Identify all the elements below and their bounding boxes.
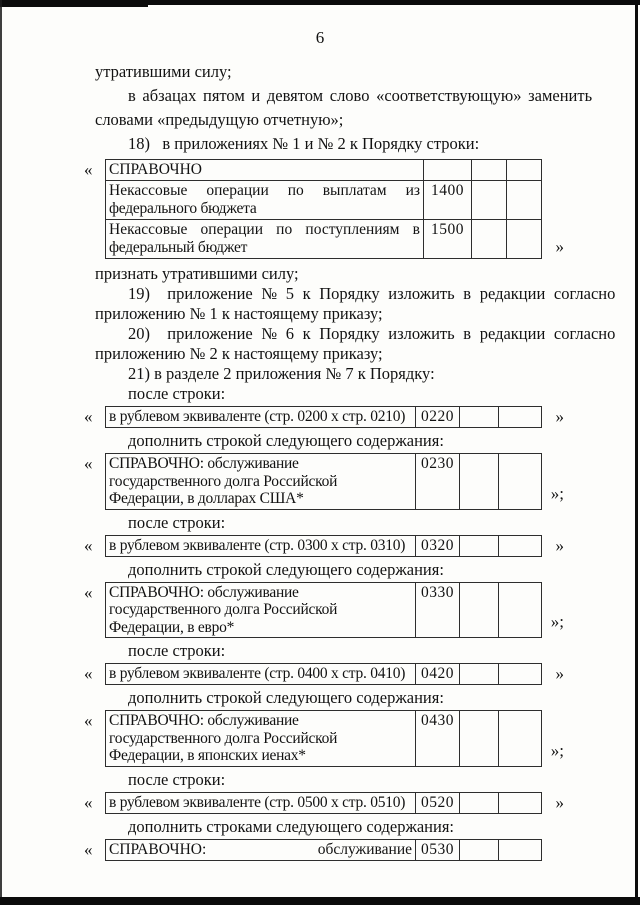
table-row-0520 <box>84 792 564 814</box>
table-row-1400 <box>106 181 542 220</box>
scan-border-right <box>635 0 638 905</box>
close-quote-mark: »; <box>550 483 564 503</box>
empty-cell <box>460 535 499 556</box>
table-row-0420 <box>84 663 564 685</box>
paragraph-line: после строки: <box>128 769 226 789</box>
paragraph-line: в абзацах пятом и девятом слово «соответствующую» заменить <box>128 86 593 105</box>
row-label-right: обслуживание <box>317 840 412 858</box>
row-label-line: государственного долга Российской <box>109 729 338 747</box>
empty-cell <box>507 181 542 220</box>
row-label-line: федерального бюджета <box>109 200 257 217</box>
paragraph-line: признать утратившими силу; <box>95 264 299 283</box>
table-row <box>106 711 542 767</box>
scan-border-bottom <box>0 897 640 905</box>
row-label-line: СПРАВОЧНО: обслуживание <box>109 583 299 601</box>
row-code-cell: 1400 <box>424 181 472 220</box>
row-code-cell: 0220 <box>416 407 460 428</box>
row-table <box>105 792 542 814</box>
row-label-line: государственного долга Российской <box>109 472 338 490</box>
paragraph-line: приложению № 2 к настоящему приказу; <box>95 344 383 363</box>
row-label-line: государственного долга Российской <box>109 601 338 618</box>
row-label-cell <box>106 407 416 428</box>
row-table <box>105 406 542 428</box>
row-label-cell <box>106 535 416 556</box>
table-row-spravochno <box>106 160 542 181</box>
row-label-line: Некассовые операции по выплатам из <box>109 182 420 199</box>
row-label-cell <box>106 181 424 220</box>
paragraph-line: приложению № 1 к настоящему приказу; <box>95 304 383 323</box>
paragraph <box>95 264 545 284</box>
row-code-cell: 0520 <box>416 792 460 813</box>
page-content <box>84 0 616 861</box>
open-quote-mark: « <box>84 160 93 179</box>
empty-cell <box>460 454 499 510</box>
lead-in-add-row <box>95 688 545 708</box>
row-label-line: Федерации, в японских иенах* <box>109 747 306 764</box>
empty-cell <box>499 839 542 860</box>
table-row-0530 <box>84 839 541 861</box>
close-quote-mark: » <box>555 407 564 426</box>
reference-table <box>105 159 542 259</box>
empty-cell <box>472 181 507 220</box>
row-table <box>105 839 542 861</box>
close-quote-mark: »; <box>550 740 564 760</box>
empty-cell <box>499 664 542 685</box>
open-quote-mark: « <box>84 535 93 555</box>
row-label-line: СПРАВОЧНО: обслуживание <box>109 455 299 472</box>
row-label-line: Федерации, в евро* <box>109 618 235 636</box>
row-label-line <box>109 841 412 859</box>
page-number: 6 <box>315 28 325 47</box>
empty-cell <box>460 792 499 813</box>
row-label-cell <box>106 454 416 510</box>
table-row <box>106 839 542 860</box>
paragraph-line: после строки: <box>128 384 226 403</box>
empty-cell <box>507 160 542 181</box>
table-row <box>106 535 542 556</box>
table-row-0320 <box>84 535 564 557</box>
empty-cell <box>499 407 542 428</box>
empty-cell <box>472 220 507 259</box>
row-code-cell: 1500 <box>424 220 472 259</box>
empty-cell <box>460 407 499 428</box>
row-table <box>105 582 542 639</box>
table-row-0330 <box>84 582 564 639</box>
lead-in-after-line <box>95 770 545 790</box>
paragraph-item-21 <box>95 364 545 384</box>
empty-cell <box>507 220 542 259</box>
paragraph-line: 19) приложение № 5 к Порядку изложить в редакции согласно <box>128 284 616 303</box>
table-row <box>106 792 542 813</box>
empty-cell <box>499 535 542 556</box>
paragraph-item-20 <box>95 324 616 364</box>
paragraph-line: дополнить строками следующего содержания: <box>128 816 455 836</box>
row-label-line: СПРАВОЧНО: обслуживание <box>109 712 299 729</box>
lead-in-add-row <box>95 560 545 580</box>
row-label-cell <box>106 792 416 813</box>
row-table <box>105 535 542 557</box>
close-quote-mark: » <box>555 792 564 812</box>
table-row-0430 <box>84 710 564 767</box>
lead-in-after-line <box>95 384 545 404</box>
empty-cell <box>460 839 499 860</box>
paragraph-line: после строки: <box>128 512 226 532</box>
lead-in-add-row <box>95 431 545 451</box>
paragraph-line: дополнить строкой следующего содержания: <box>128 559 444 579</box>
close-quote-mark: »; <box>550 612 564 631</box>
scan-border-left <box>0 0 2 905</box>
row-label-cell <box>106 711 416 767</box>
empty-cell <box>499 711 542 767</box>
lead-in-add-rows <box>95 817 545 837</box>
row-label-line: в рублевом эквиваленте (стр. 0300 х стр. 0310) <box>109 536 406 554</box>
row-table <box>105 453 542 510</box>
paragraph-line: дополнить строкой следующего содержания: <box>128 688 444 707</box>
empty-cell <box>472 160 507 181</box>
paragraph-item-18 <box>95 132 545 156</box>
paragraph-line: утратившими силу; <box>95 62 232 81</box>
table-row <box>106 454 542 510</box>
table-row-0230 <box>84 453 564 510</box>
row-label-line: федеральный бюджет <box>109 239 248 256</box>
row-table <box>105 710 542 767</box>
open-quote-mark: « <box>84 407 93 426</box>
open-quote-mark: « <box>84 792 93 812</box>
open-quote-mark: « <box>84 454 93 473</box>
row-label-left: СПРАВОЧНО: <box>109 840 207 858</box>
row-label-cell <box>106 220 424 259</box>
row-label-cell <box>106 839 416 860</box>
row-label-line: в рублевом эквиваленте (стр. 0200 х стр. 0210) <box>109 408 406 425</box>
row-code-cell: 0330 <box>416 582 460 638</box>
row-code-cell: 0230 <box>416 454 460 510</box>
paragraph-line: 20) приложение № 6 к Порядку изложить в редакции согласно <box>128 324 616 343</box>
empty-cell <box>460 664 499 685</box>
paragraph-line: словами «предыдущую отчетную»; <box>95 110 344 129</box>
row-code-cell: 0430 <box>416 711 460 767</box>
row-label-line: в рублевом эквиваленте (стр. 0400 х стр. 0410) <box>109 665 406 682</box>
row-code-cell: 0320 <box>416 535 460 556</box>
row-label-line: в рублевом эквиваленте (стр. 0500 х стр. 0510) <box>109 793 406 811</box>
paragraph-line: 21) в разделе 2 приложения № 7 к Порядку: <box>128 364 435 383</box>
row-code-cell: 0530 <box>416 839 460 860</box>
lead-in-after-line <box>95 513 545 533</box>
close-quote-mark: » <box>555 535 564 555</box>
paragraph <box>95 60 545 84</box>
table-appendix-1-2-rows <box>84 159 564 259</box>
row-label-cell: СПРАВОЧНО <box>106 160 424 181</box>
table-row <box>106 407 542 428</box>
paragraph-item-19 <box>95 284 616 324</box>
empty-cell <box>460 711 499 767</box>
table-row-1500 <box>106 220 542 259</box>
table-row <box>106 664 542 685</box>
empty-cell <box>499 454 542 510</box>
close-quote-mark: » <box>555 664 564 683</box>
empty-cell <box>499 582 542 638</box>
row-label-cell <box>106 582 416 638</box>
row-label-line: Некассовые операции по поступлениям в <box>109 221 420 238</box>
empty-cell <box>424 160 472 181</box>
table-row-0220 <box>84 406 564 428</box>
open-quote-mark: « <box>84 839 93 859</box>
close-quote-mark: » <box>555 237 564 256</box>
open-quote-mark: « <box>84 582 93 602</box>
paragraph-line: 18) в приложениях № 1 и № 2 к Порядку строки: <box>128 134 480 153</box>
empty-cell <box>460 582 499 638</box>
row-code-cell: 0420 <box>416 664 460 685</box>
paragraph-line: после строки: <box>128 641 226 660</box>
row-label-cell <box>106 664 416 685</box>
table-row <box>106 582 542 638</box>
open-quote-mark: « <box>84 664 93 683</box>
row-table <box>105 663 542 685</box>
row-label-line: Федерации, в долларах США* <box>109 490 304 507</box>
empty-cell <box>499 792 542 813</box>
paragraph-line: дополнить строкой следующего содержания: <box>128 431 444 450</box>
paragraph <box>95 84 593 132</box>
lead-in-after-line <box>95 641 545 661</box>
open-quote-mark: « <box>84 711 93 730</box>
